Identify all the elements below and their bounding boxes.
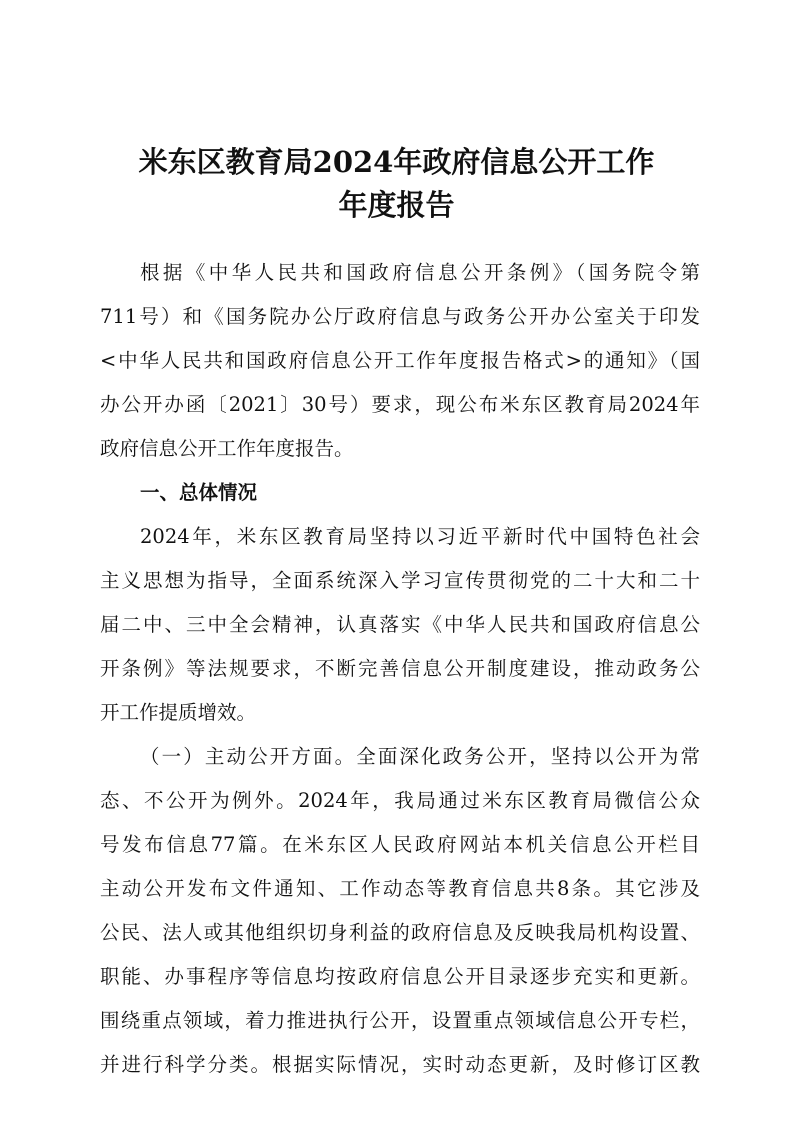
paragraph-line: 主义思想为指导，全面系统深入学习宣传贯彻党的二十大和二十 (100, 569, 700, 592)
paragraph-line: 根据《中华人民共和国政府信息公开条例》（国务院令第 (140, 261, 700, 284)
paragraph-line: 2024年，米东区教育局坚持以习近平新时代中国特色社会 (140, 525, 700, 548)
paragraph-line: 职能、办事程序等信息均按政府信息公开目录逐步充实和更新。 (100, 965, 700, 988)
paragraph-line: <中华人民共和国政府信息公开工作年度报告格式>的通知》（国 (100, 349, 700, 372)
paragraph-line: 届二中、三中全会精神，认真落实《中华人民共和国政府信息公 (100, 613, 700, 636)
paragraph-line: 开工作提质增效。 (100, 701, 257, 724)
paragraph-line: 号发布信息77篇。在米东区人民政府网站本机关信息公开栏目 (100, 833, 700, 856)
section-1-heading: 一、总体情况 (140, 481, 258, 504)
paragraph-line: （一）主动公开方面。全面深化政务公开，坚持以公开为常 (140, 745, 700, 768)
paragraph-line: 办公开办函〔2021〕30号）要求，现公布米东区教育局2024年 (100, 393, 700, 416)
report-title-line-2: 年度报告 (338, 188, 455, 222)
report-title-line-1: 米东区教育局2024年政府信息公开工作 (138, 145, 655, 179)
paragraph-line: 主动公开发布文件通知、工作动态等教育信息共8条。其它涉及 (100, 877, 700, 900)
paragraph-line: 态、不公开为例外。2024年，我局通过米东区教育局微信公众 (100, 789, 700, 812)
paragraph-line: 开条例》等法规要求，不断完善信息公开制度建设，推动政务公 (100, 657, 700, 680)
paragraph-line: 政府信息公开工作年度报告。 (100, 437, 354, 460)
paragraph-line: 711号）和《国务院办公厅政府信息与政务公开办公室关于印发 (100, 305, 700, 328)
paragraph-line: 并进行科学分类。根据实际情况，实时动态更新，及时修订区教 (100, 1053, 700, 1076)
paragraph-line: 围绕重点领域，着力推进执行公开，设置重点领域信息公开专栏， (100, 1009, 700, 1032)
paragraph-line: 公民、法人或其他组织切身利益的政府信息及反映我局机构设置、 (100, 921, 700, 944)
